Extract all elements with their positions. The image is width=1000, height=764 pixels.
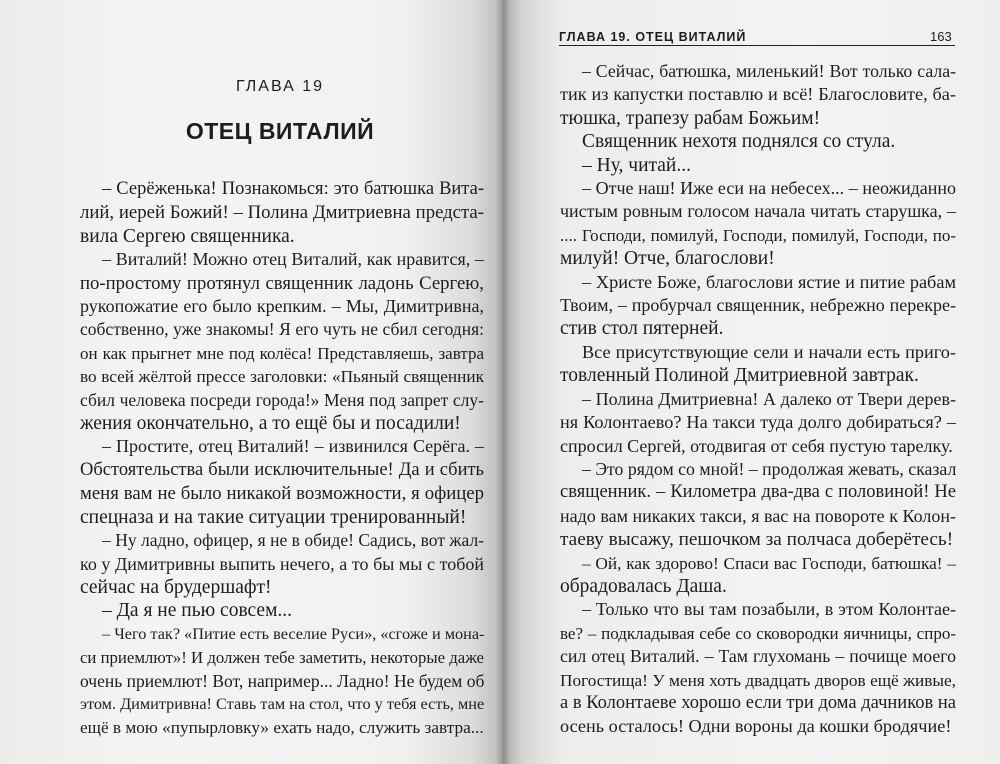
running-head: ГЛАВА 19. ОТЕЦ ВИТАЛИЙ: [559, 30, 747, 44]
left-page-text: [80, 178, 484, 740]
text-line: си приемлют»! И должен тебе заметить, некоторые даже: [80, 648, 484, 668]
text-line: Обстоятельства были исключительные! Да и сбить: [80, 459, 484, 480]
text-line: во всей жёлтой прессе заголовки: «Пьяный священник: [80, 367, 484, 387]
text-line: спецназа и на такие ситуации тренированный!: [80, 506, 467, 528]
text-line: стив стол пятерней.: [560, 318, 724, 340]
text-line: осень осталось! Одни вороны да кошки бродячие!: [560, 716, 952, 737]
text-line: сил отец Виталий. – Там глухомань – почище моего: [560, 646, 956, 667]
chapter-label: ГЛАВА 19: [236, 78, 324, 95]
text-line: ве? – подкладывая себе со сковородки яичницы, спро-: [560, 623, 956, 643]
text-line: – Только что вы там позабыли, в этом Колонтае-: [582, 599, 956, 620]
text-line: – Полина Дмитриевна! А далеко от Твери дерев-: [582, 388, 956, 409]
header-rule: [559, 45, 955, 46]
page-number: 163: [930, 29, 952, 44]
chapter-title: ОТЕЦ ВИТАЛИЙ: [185, 118, 375, 144]
text-line: тик из капустки поставлю и всё! Благословите, ба-: [560, 84, 956, 105]
text-line: сейчас на брудершафт!: [80, 576, 272, 598]
text-line: обрадовалась Даша.: [560, 575, 727, 597]
text-line: спросил Сергей, отодвигая от себя пустую тарелку.: [560, 435, 953, 456]
text-line: – Чего так? «Питие есть веселие Руси», «сгоже и мона-: [102, 624, 485, 643]
text-line: – Это рядом со мной! – продолжая жевать, сказал: [582, 458, 957, 479]
text-line: жения окончательно, а то ещё бы и посадили!: [80, 413, 461, 435]
text-line: ко у Димитривны выпить нечего, а то бы мы с тобой: [80, 553, 484, 574]
text-line: вила Сергею священника.: [80, 225, 295, 247]
right-page-text: [560, 60, 956, 739]
text-line: – Отче наш! Иже еси на небесех... – неожиданно: [582, 178, 956, 199]
text-line: – Ну ладно, офицер, я не в обиде! Садись, вот жал-: [102, 530, 484, 551]
text-line: очень приемлют! Вот, например... Ладно! Не будем об: [80, 670, 485, 691]
book-gutter: [496, 0, 510, 764]
text-line: сбил человека посреди города!» Меня под запрет слу-: [80, 389, 484, 410]
text-line: милуй! Отче, благослови!: [560, 248, 775, 270]
text-line: Священник нехотя поднялся со стула.: [582, 131, 896, 153]
text-line: этом. Димитривна! Ставь там на стол, что у тебя есть, мне: [80, 694, 485, 713]
text-line: – Виталий! Можно отец Виталий, как нравится, –: [102, 249, 484, 270]
text-line: Твоим, – пробурчал священник, небрежно перекре-: [560, 295, 956, 316]
text-line: надо вам никаких такси, я вас на повороте к Колон-: [560, 505, 956, 526]
text-line: Все присутствующие сели и начали есть приго-: [582, 341, 956, 362]
text-line: тюшка, трапезу рабам Божьим!: [560, 107, 821, 129]
text-line: лий, иерей Божий! – Полина Дмитриевна предста-: [80, 202, 484, 224]
text-line: ещё в мою «пупырловку» ехать надо, служить завтра...: [80, 718, 484, 738]
text-line: меня вам не было никакой возможности, я офицер: [80, 483, 484, 505]
text-line: а в Колонтаеве хорошо если три дома дачников на: [560, 692, 956, 713]
text-line: .... Господи, помилуй, Господи, помилуй, Господи, по-: [560, 225, 956, 245]
text-line: товленный Полиной Дмитриевной завтрак.: [560, 365, 919, 387]
text-line: – Ой, как здорово! Спаси вас Господи, батюшка! –: [582, 553, 956, 573]
text-line: – Серёженька! Познакомься: это батюшка Вита-: [102, 179, 484, 199]
text-line: – Сейчас, батюшка, миленький! Вот только сала-: [582, 61, 956, 81]
text-line: чистым ровным голосом начала читать старушка, –: [560, 201, 956, 222]
text-line: рукопожатие его было крепким. – Мы, Димитривна,: [80, 296, 484, 317]
text-line: – Простите, отец Виталий! – извинился Серёга. –: [102, 436, 484, 457]
text-line: священник. – Километра два-два с половиной! Не: [560, 482, 956, 503]
text-line: по-простому протянул священник ладонь Сергею,: [80, 272, 484, 294]
text-line: Погостища! У меня хоть двадцать дворов ещё живые,: [560, 670, 956, 690]
text-line: собственно, уже знакомы! Я его чуть не сбил сегодня:: [80, 319, 484, 340]
text-line: – Ну, читай...: [582, 154, 691, 176]
text-line: он как прыгнет мне под колёса! Представляешь, завтра: [80, 343, 484, 363]
text-line: ня Колонтаево? На такси туда долго добираться? –: [560, 412, 956, 433]
text-line: – Христе Боже, благослови ястие и питие рабам: [582, 271, 956, 292]
text-line: таеву высажу, пешочком за полчаса доберётесь!: [560, 529, 954, 551]
text-line: – Да я не пью совсем...: [102, 600, 293, 622]
